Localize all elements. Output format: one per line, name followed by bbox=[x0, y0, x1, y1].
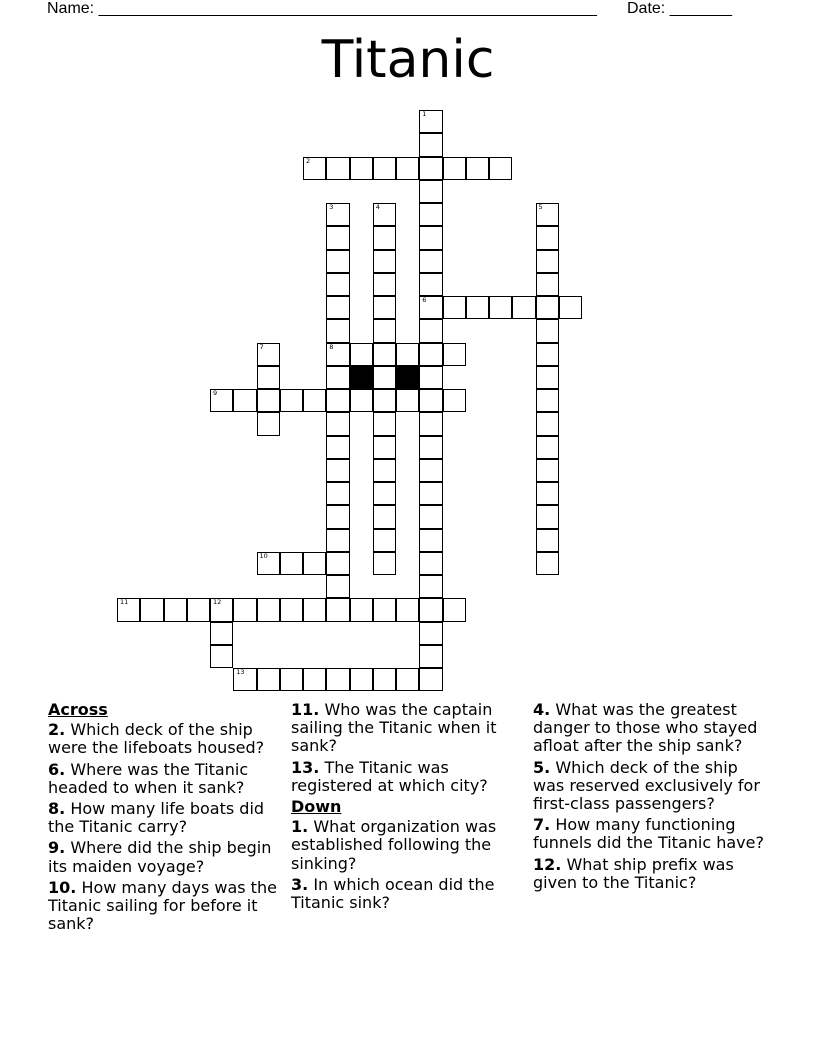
clue-number: 5 bbox=[538, 203, 543, 211]
crossword-cell[interactable] bbox=[326, 319, 349, 342]
crossword-cell[interactable] bbox=[419, 482, 442, 505]
crossword-cell[interactable] bbox=[373, 157, 396, 180]
date-field-label: Date: _______ bbox=[627, 0, 732, 17]
across-clue: 11. Who was the captain sailing the Titanic when it sank? bbox=[291, 700, 497, 756]
crossword-cell[interactable] bbox=[373, 482, 396, 505]
across-clue: 10. How many days was the Titanic sailing for before it sank? bbox=[48, 877, 277, 934]
crossword-cell[interactable] bbox=[373, 436, 396, 459]
crossword-cell[interactable] bbox=[536, 505, 559, 528]
crossword-cell[interactable] bbox=[373, 366, 396, 389]
crossword-cell[interactable] bbox=[326, 598, 349, 621]
crossword-cell[interactable] bbox=[419, 529, 442, 552]
down-clue: 3. In which ocean did the Titanic sink? bbox=[291, 874, 495, 913]
crossword-cell[interactable] bbox=[373, 296, 396, 319]
crossword-cell[interactable] bbox=[326, 552, 349, 575]
crossword-cell[interactable] bbox=[257, 412, 280, 435]
crossword-cell[interactable] bbox=[419, 366, 442, 389]
crossword-cell[interactable] bbox=[373, 552, 396, 575]
crossword-cell[interactable] bbox=[419, 250, 442, 273]
clue-column-3 bbox=[533, 701, 773, 895]
crossword-cell[interactable] bbox=[326, 668, 349, 691]
clue-number: 3 bbox=[329, 203, 334, 211]
across-clue: 6. Where was the Titanic headed to when it sank? bbox=[48, 759, 249, 797]
crossword-cell[interactable] bbox=[419, 110, 442, 133]
crossword-cell[interactable] bbox=[373, 529, 396, 552]
crossword-cell[interactable] bbox=[536, 250, 559, 273]
crossword-cell[interactable] bbox=[536, 226, 559, 249]
crossword-cell[interactable] bbox=[536, 273, 559, 296]
crossword-cell[interactable] bbox=[350, 343, 373, 366]
crossword-cell[interactable] bbox=[373, 319, 396, 342]
crossword-cell[interactable] bbox=[303, 598, 326, 621]
crossword-cell[interactable] bbox=[373, 273, 396, 296]
crossword-cell[interactable] bbox=[536, 482, 559, 505]
crossword-cell[interactable] bbox=[373, 459, 396, 482]
page-title: Titanic bbox=[321, 30, 495, 90]
blocked-cell bbox=[350, 366, 373, 389]
crossword-cell[interactable] bbox=[210, 645, 233, 668]
clue-number: 10 bbox=[259, 551, 268, 560]
crossword-cell[interactable] bbox=[559, 296, 582, 319]
clue-column-1 bbox=[48, 701, 288, 936]
crossword-cell[interactable] bbox=[326, 482, 349, 505]
crossword-cell[interactable] bbox=[303, 668, 326, 691]
crossword-cell[interactable] bbox=[326, 366, 349, 389]
crossword-cell[interactable] bbox=[443, 296, 466, 319]
crossword-cell[interactable] bbox=[489, 296, 512, 319]
crossword-cell[interactable] bbox=[419, 552, 442, 575]
down-clue: 12. What ship prefix was given to the Titanic? bbox=[533, 854, 734, 892]
crossword-cell[interactable] bbox=[419, 645, 442, 668]
down-heading: Down bbox=[291, 797, 342, 817]
crossword-cell[interactable] bbox=[419, 180, 442, 203]
crossword-cell[interactable] bbox=[303, 552, 326, 575]
crossword-cell[interactable] bbox=[536, 203, 559, 226]
across-heading: Across bbox=[48, 700, 108, 719]
clue-number: 6 bbox=[422, 296, 427, 304]
crossword-cell[interactable] bbox=[257, 366, 280, 389]
crossword-cell[interactable] bbox=[443, 343, 466, 366]
crossword-cell[interactable] bbox=[350, 598, 373, 621]
crossword-cell[interactable] bbox=[536, 319, 559, 342]
crossword-cell[interactable] bbox=[419, 273, 442, 296]
crossword-cell[interactable] bbox=[373, 389, 396, 412]
crossword-cell[interactable] bbox=[117, 598, 140, 621]
crossword-cell[interactable] bbox=[280, 598, 303, 621]
crossword-cell[interactable] bbox=[326, 529, 349, 552]
crossword-cell[interactable] bbox=[280, 552, 303, 575]
clue-column-2 bbox=[291, 701, 531, 915]
crossword-cell[interactable] bbox=[419, 622, 442, 645]
crossword-cell[interactable] bbox=[350, 668, 373, 691]
across-clue: 8. How many life boats did the Titanic carry? bbox=[48, 799, 265, 837]
crossword-cell[interactable] bbox=[326, 343, 349, 366]
crossword-cell[interactable] bbox=[326, 505, 349, 528]
crossword-cell[interactable] bbox=[419, 133, 442, 156]
crossword-cell[interactable] bbox=[373, 343, 396, 366]
crossword-cell[interactable] bbox=[326, 203, 349, 226]
down-clue: 7. How many functioning funnels did the Titanic have? bbox=[533, 815, 764, 853]
down-clue: 1. What organization was established following the sinking? bbox=[291, 817, 497, 873]
crossword-cell[interactable] bbox=[303, 157, 326, 180]
crossword-cell[interactable] bbox=[326, 273, 349, 296]
crossword-cell[interactable] bbox=[419, 459, 442, 482]
clue-number: 12 bbox=[213, 598, 222, 607]
crossword-cell[interactable] bbox=[419, 389, 442, 412]
clue-number: 8 bbox=[329, 342, 334, 351]
crossword-cell[interactable] bbox=[419, 226, 442, 249]
clue-number: 7 bbox=[259, 342, 264, 351]
crossword-cell[interactable] bbox=[396, 343, 419, 366]
clue-number: 11 bbox=[120, 598, 129, 607]
crossword-cell[interactable] bbox=[373, 250, 396, 273]
crossword-cell[interactable] bbox=[536, 389, 559, 412]
across-clue: 9. Where did the ship begin its maiden voyage? bbox=[48, 838, 272, 876]
crossword-cell[interactable] bbox=[373, 226, 396, 249]
crossword-cell[interactable] bbox=[466, 157, 489, 180]
crossword-cell[interactable] bbox=[257, 343, 280, 366]
crossword-cell[interactable] bbox=[210, 389, 233, 412]
crossword-cell[interactable] bbox=[326, 436, 349, 459]
crossword-cell[interactable] bbox=[536, 296, 559, 319]
crossword-cell[interactable] bbox=[326, 412, 349, 435]
crossword-cell[interactable] bbox=[396, 598, 419, 621]
clue-number: 1 bbox=[422, 110, 427, 118]
crossword-cell[interactable] bbox=[326, 226, 349, 249]
crossword-cell[interactable] bbox=[536, 366, 559, 389]
crossword-cell[interactable] bbox=[536, 343, 559, 366]
crossword-cell[interactable] bbox=[326, 296, 349, 319]
clue-number: 13 bbox=[236, 668, 245, 676]
crossword-cell[interactable] bbox=[350, 389, 373, 412]
crossword-cell[interactable] bbox=[466, 296, 489, 319]
clue-number: 2 bbox=[306, 156, 311, 165]
crossword-cell[interactable] bbox=[140, 598, 163, 621]
blocked-cell bbox=[396, 366, 419, 389]
crossword-cell[interactable] bbox=[489, 157, 512, 180]
crossword-cell[interactable] bbox=[419, 575, 442, 598]
crossword-cell[interactable] bbox=[326, 250, 349, 273]
name-field-label: Name: ________________________________________________________ bbox=[47, 0, 597, 17]
across-clue: 13. The Titanic was registered at which city? bbox=[291, 757, 488, 795]
crossword-cell[interactable] bbox=[396, 668, 419, 691]
crossword-cell[interactable] bbox=[396, 389, 419, 412]
crossword-cell[interactable] bbox=[419, 505, 442, 528]
crossword-cell[interactable] bbox=[419, 319, 442, 342]
crossword-cell[interactable] bbox=[326, 389, 349, 412]
crossword-cell[interactable] bbox=[419, 598, 442, 621]
crossword-cell[interactable] bbox=[326, 459, 349, 482]
crossword-cell[interactable] bbox=[536, 529, 559, 552]
crossword-cell[interactable] bbox=[233, 598, 256, 621]
crossword-cell[interactable] bbox=[373, 412, 396, 435]
crossword-cell[interactable] bbox=[373, 505, 396, 528]
crossword-cell[interactable] bbox=[303, 389, 326, 412]
crossword-cell[interactable] bbox=[419, 412, 442, 435]
crossword-cell[interactable] bbox=[443, 157, 466, 180]
crossword-cell[interactable] bbox=[373, 598, 396, 621]
crossword-cell[interactable] bbox=[536, 552, 559, 575]
crossword-cell[interactable] bbox=[373, 668, 396, 691]
crossword-cell[interactable] bbox=[350, 157, 373, 180]
down-clue: 4. What was the greatest danger to those who stayed afloat after the ship sank? bbox=[533, 700, 758, 756]
crossword-cell[interactable] bbox=[419, 436, 442, 459]
crossword-cell[interactable] bbox=[257, 389, 280, 412]
crossword-cell[interactable] bbox=[373, 203, 396, 226]
crossword-cell[interactable] bbox=[419, 296, 442, 319]
crossword-cell[interactable] bbox=[443, 598, 466, 621]
crossword-cell[interactable] bbox=[164, 598, 187, 621]
crossword-cell[interactable] bbox=[210, 598, 233, 621]
crossword-cell[interactable] bbox=[187, 598, 210, 621]
crossword-cell[interactable] bbox=[396, 157, 419, 180]
clue-number: 9 bbox=[213, 389, 218, 397]
crossword-cell[interactable] bbox=[280, 389, 303, 412]
across-clue: 2. Which deck of the ship were the lifeboats housed? bbox=[48, 720, 265, 758]
crossword-cell[interactable] bbox=[443, 389, 466, 412]
crossword-cell[interactable] bbox=[257, 552, 280, 575]
crossword-cell[interactable] bbox=[257, 598, 280, 621]
crossword-cell[interactable] bbox=[536, 459, 559, 482]
crossword-cell[interactable] bbox=[233, 668, 256, 691]
crossword-cell[interactable] bbox=[536, 436, 559, 459]
crossword-cell[interactable] bbox=[326, 157, 349, 180]
crossword-cell[interactable] bbox=[233, 389, 256, 412]
clue-number: 4 bbox=[375, 203, 380, 211]
crossword-cell[interactable] bbox=[419, 203, 442, 226]
crossword-cell[interactable] bbox=[419, 668, 442, 691]
crossword-cell[interactable] bbox=[280, 668, 303, 691]
crossword-cell[interactable] bbox=[419, 343, 442, 366]
crossword-cell[interactable] bbox=[257, 668, 280, 691]
crossword-cell[interactable] bbox=[512, 296, 535, 319]
crossword-cell[interactable] bbox=[326, 575, 349, 598]
crossword-cell[interactable] bbox=[419, 157, 442, 180]
crossword-cell[interactable] bbox=[536, 412, 559, 435]
down-clue: 5. Which deck of the ship was reserved exclusively for first-class passengers? bbox=[533, 757, 760, 814]
crossword-cell[interactable] bbox=[210, 622, 233, 645]
